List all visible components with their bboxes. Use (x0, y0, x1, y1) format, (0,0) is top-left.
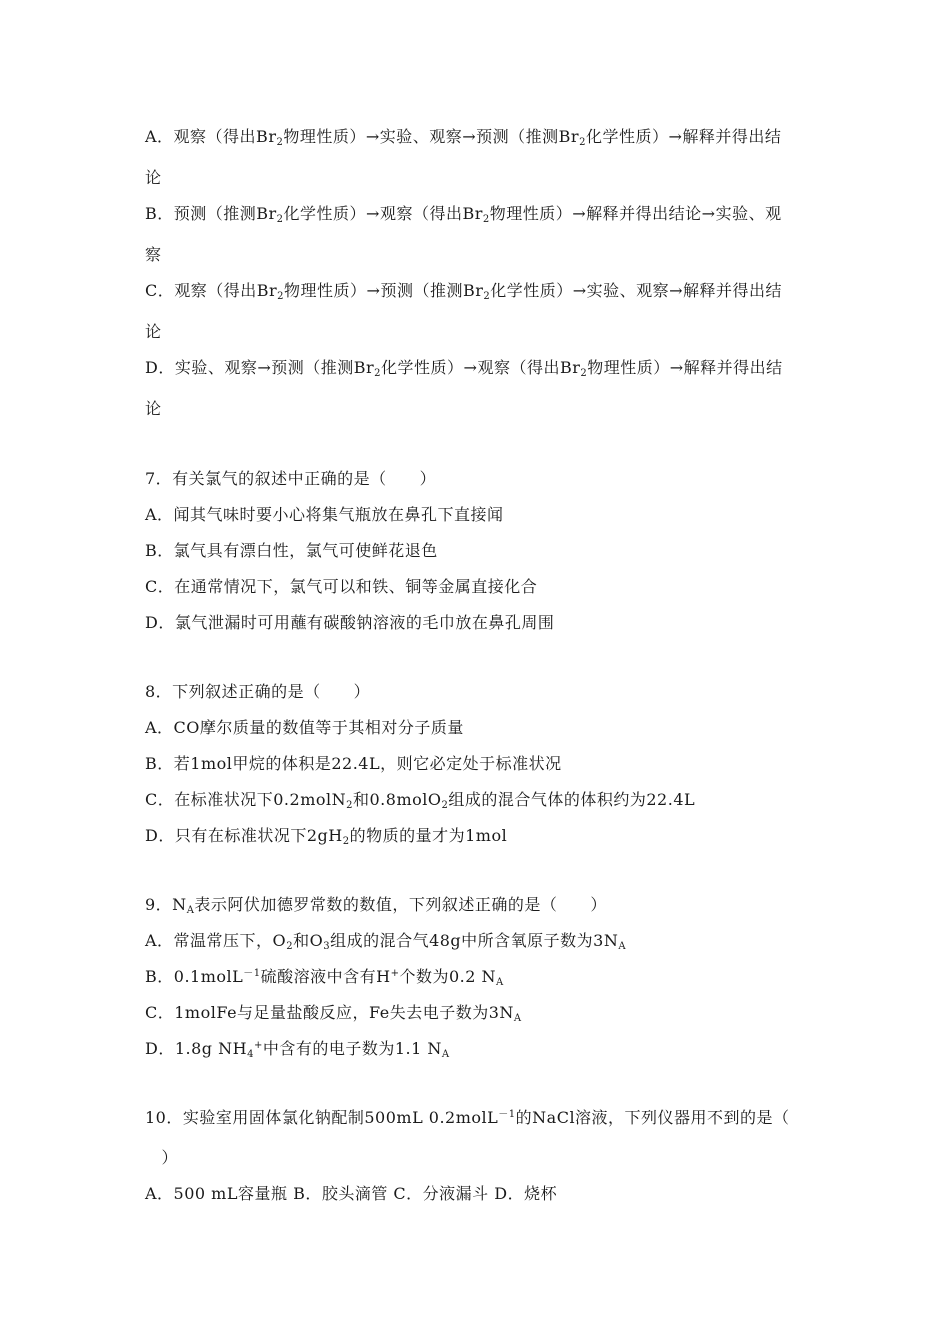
q7-option-c: C．在通常情况下，氯气可以和铁、铜等金属直接化合 (145, 577, 538, 596)
q6-option-d-cont: 论 (145, 399, 162, 418)
q6-option-b-cont: 察 (145, 245, 162, 264)
q8-option-b: B．若1mol甲烷的体积是22.4L，则它必定处于标准状况 (145, 754, 562, 773)
q6-option-a-cont: 论 (145, 168, 162, 187)
q9-option-a: A．常温常压下，$O_2$和$O_3$组成的混合气48g中所含氧原子数为$3N_A$ (145, 931, 627, 952)
q9-option-c: C．1molFe与足量盐酸反应，Fe失去电子数为$3N_A$ (145, 1003, 522, 1024)
q10-stem-cont: ） (145, 1148, 179, 1167)
q6-option-d: D．实验、观察→预测（推测$Br_2$化学性质）→观察（得出$Br_2$物理性质）→解释并得出结 (145, 358, 783, 379)
q6-option-b: B．预测（推测$Br_2$化学性质）→观察（得出$Br_2$物理性质）→解释并得出结论→实验、观 (145, 204, 782, 225)
q9-option-d: D．1.8g $NH_4^+$中含有的电子数为1.1 $N_A$ (145, 1039, 450, 1060)
q6-option-c: C．观察（得出$Br_2$物理性质）→预测（推测$Br_2$化学性质）→实验、观察→解释并得出结 (145, 281, 783, 302)
q8-option-c: C．在标准状况下0.2molN$_2$和0.8molO$_2$组成的混合气体的体积约为22.4L (145, 790, 696, 811)
q9-stem: 9．$N_A$表示阿伏加德罗常数的数值，下列叙述正确的是（ ） (145, 895, 607, 916)
q7-option-d: D．氯气泄漏时可用蘸有碳酸钠溶液的毛巾放在鼻孔周围 (145, 613, 555, 632)
q8-stem: 8．下列叙述正确的是（ ） (145, 682, 371, 701)
q6-option-c-cont: 论 (145, 322, 162, 341)
q9-option-b: B．0.1molL$^{-1}$硫酸溶液中含有H+个数为0.2 $N_A$ (145, 967, 504, 988)
q6-option-a: A．观察（得出$Br_2$物理性质）→实验、观察→预测（推测$Br_2$化学性质）→解释并得出结 (145, 127, 782, 148)
q8-option-a: A．CO摩尔质量的数值等于其相对分子质量 (145, 718, 464, 737)
q10-stem: 10．实验室用固体氯化钠配制500mL 0.2molL$^{-1}$的NaCl溶液，下列仪器用不到的是（ (145, 1108, 790, 1127)
q7-option-a: A．闻其气味时要小心将集气瓶放在鼻孔下直接闻 (145, 505, 504, 524)
q7-stem: 7．有关氯气的叙述中正确的是（ ） (145, 469, 437, 488)
q10-options: A．500 mL容量瓶 B．胶头滴管 C．分液漏斗 D．烧杯 (145, 1184, 558, 1203)
q8-option-d: D．只有在标准状况下$2gH_2$的物质的量才为1mol (145, 826, 508, 847)
q7-option-b: B．氯气具有漂白性，氯气可使鲜花退色 (145, 541, 438, 560)
